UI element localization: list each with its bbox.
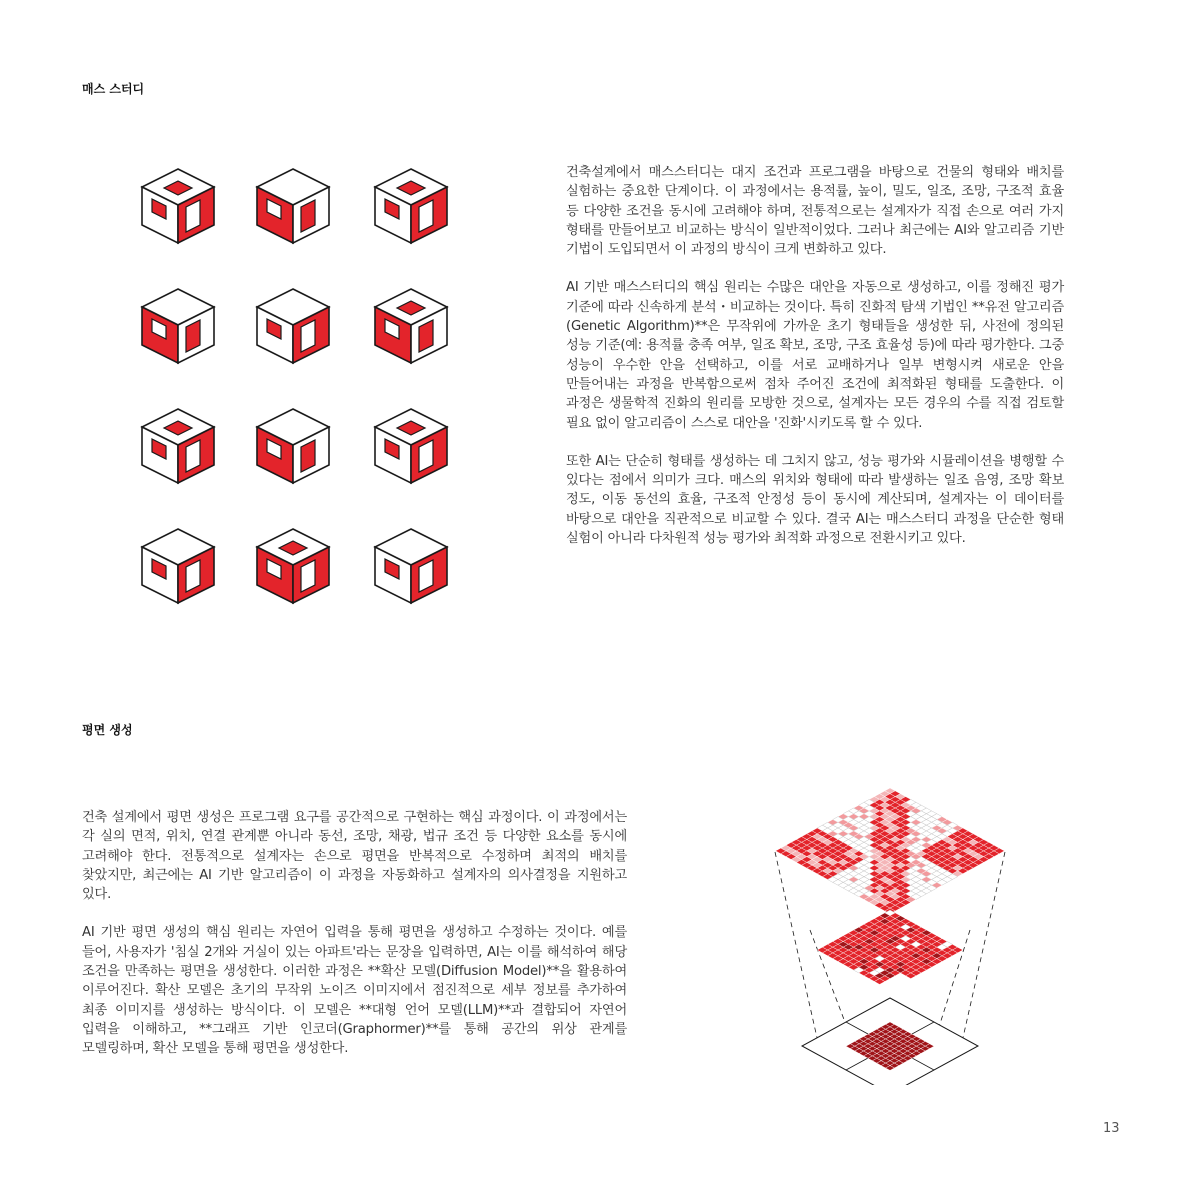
mass-model-5 [257,289,329,363]
mass-model-8 [257,409,329,483]
section-heading-floor-plan: 평면 생성 [82,723,133,737]
dashed-connector [962,852,1005,1042]
mass-model-6 [375,289,447,363]
mass-model-9 [375,409,447,483]
mass-model-2 [257,169,329,243]
diffusion-floor-plan-diagram [770,780,1010,1085]
mass-model-7 [142,409,214,483]
page-number: 13 [1103,1121,1120,1136]
floor-plan-paragraph-1: 건축 설계에서 평면 생성은 프로그램 요구를 공간적으로 구현하는 핵심 과정이다. 이 과정에서는 각 실의 면적, 위치, 연결 관계뿐 아니라 동선, 조망, 채광, 법규 조건 등 다양한 요소를 동시에 고려해야 한다. 전통적으로 설계자는 손으로 평면을 반복적으로 수정하며 최적의 배치를 찾았지만, 최근에는 AI 기반 알고리즘이 이 과정을 자동화하고 설계자의 의사결정을 지원하고 있다. [82,810,627,903]
mass-model-12 [375,529,447,603]
mass-study-paragraph-3: 또한 AI는 단순히 형태를 생성하는 데 그치지 않고, 성능 평가와 시뮬레이션을 병행할 수 있다는 점에서 의미가 크다. 매스의 위치와 형태에 따라 발생하는 일조 음영, 조망 확보 정도, 이동 동선의 효율, 구조적 안정성 등이 동시에 계산되며, 설계자는 이 데이터를 바탕으로 대안을 직관적으로 비교할 수 있다. 결국 AI는 매스스터디 과정을 단순한 형태 실험이 아니라 다차원적 성능 평가와 최적화 과정으로 전환시키고 있다. [566,453,1064,547]
floor-plan-body [82,808,627,1078]
mass-model-10 [142,529,214,603]
mass-study-paragraph-1: 건축설계에서 매스스터디는 대지 조건과 프로그램을 바탕으로 건물의 형태와 배치를 실험하는 중요한 단계이다. 이 과정에서는 용적률, 높이, 밀도, 일조, 조망, 구조적 효율 등 다양한 조건을 동시에 고려해야 하며, 전통적으로는 설계자가 직접 손으로 여러 가지 형태를 만들어보고 비교하는 방식이 일반적이었다. 그러나 최근에는 AI와 알고리즘 기반 기법이 도입되면서 이 과정의 방식이 크게 변화하고 있다. [566,165,1064,258]
mass-study-body [566,163,1064,567]
section-heading-mass-study: 매스 스터디 [82,82,145,96]
mass-model-11 [257,529,329,603]
floor-plan-paragraph-2: AI 기반 평면 생성의 핵심 원리는 자연어 입력을 통해 평면을 생성하고 수정하는 것이다. 예를 들어, 사용자가 '침실 2개와 거실이 있는 아파트'라는 문장을 입력하면, AI는 이를 해석하여 해당 조건을 만족하는 평면을 생성한다. 이러한 과정은 **확산 모델(Diffusion Model)**을 활용하여 이루어진다. 확산 모델은 초기의 무작위 노이즈 이미지에서 점진적으로 세부 정보를 추가하여 최종 이미지를 생성하는 방식이다. 이 모델은 **대형 언어 모델(LLM)**과 결합되어 자연어 입력을 이해하고, **그래프 기반 인코더(Graphormer)**를 통해 공간의 위상 관계를 모델링하며, 확산 모델을 통해 평면을 생성한다. [82,925,627,1057]
noise-layer [776,788,1005,914]
mass-study-paragraph-2: AI 기반 매스스터디의 핵심 원리는 수많은 대안을 자동으로 생성하고, 이를 정해진 평가 기준에 따라 신속하게 분석・비교하는 것이다. 특히 진화적 탐색 기법인 **유전 알고리즘(Genetic Algorithm)**은 무작위에 가까운 초기 형태들을 생성한 뒤, 사전에 정의된 성능 기준(예: 용적률 충족 여부, 일조 확보, 조망, 구조 효율성 등)에 따라 평가한다. 그중 성능이 우수한 안을 선택하고, 이를 서로 교배하거나 일부 변형시켜 새로운 안을 만들어내는 과정을 반복함으로써 점차 주어진 조건에 최적화된 형태를 도출한다. 이 과정은 생물학적 진화의 원리를 모방한 것으로, 설계자는 모든 경우의 수를 직접 검토할 필요 없이 알고리즘이 스스로 대안을 '진화'시키도록 할 수 있다. [566,280,1064,431]
mass-model-4 [142,289,214,363]
mass-model-1 [142,169,214,243]
dashed-connector [775,852,818,1042]
mass-study-models-illustration [128,165,478,625]
mass-model-3 [375,169,447,243]
denoise-layer [817,910,963,984]
